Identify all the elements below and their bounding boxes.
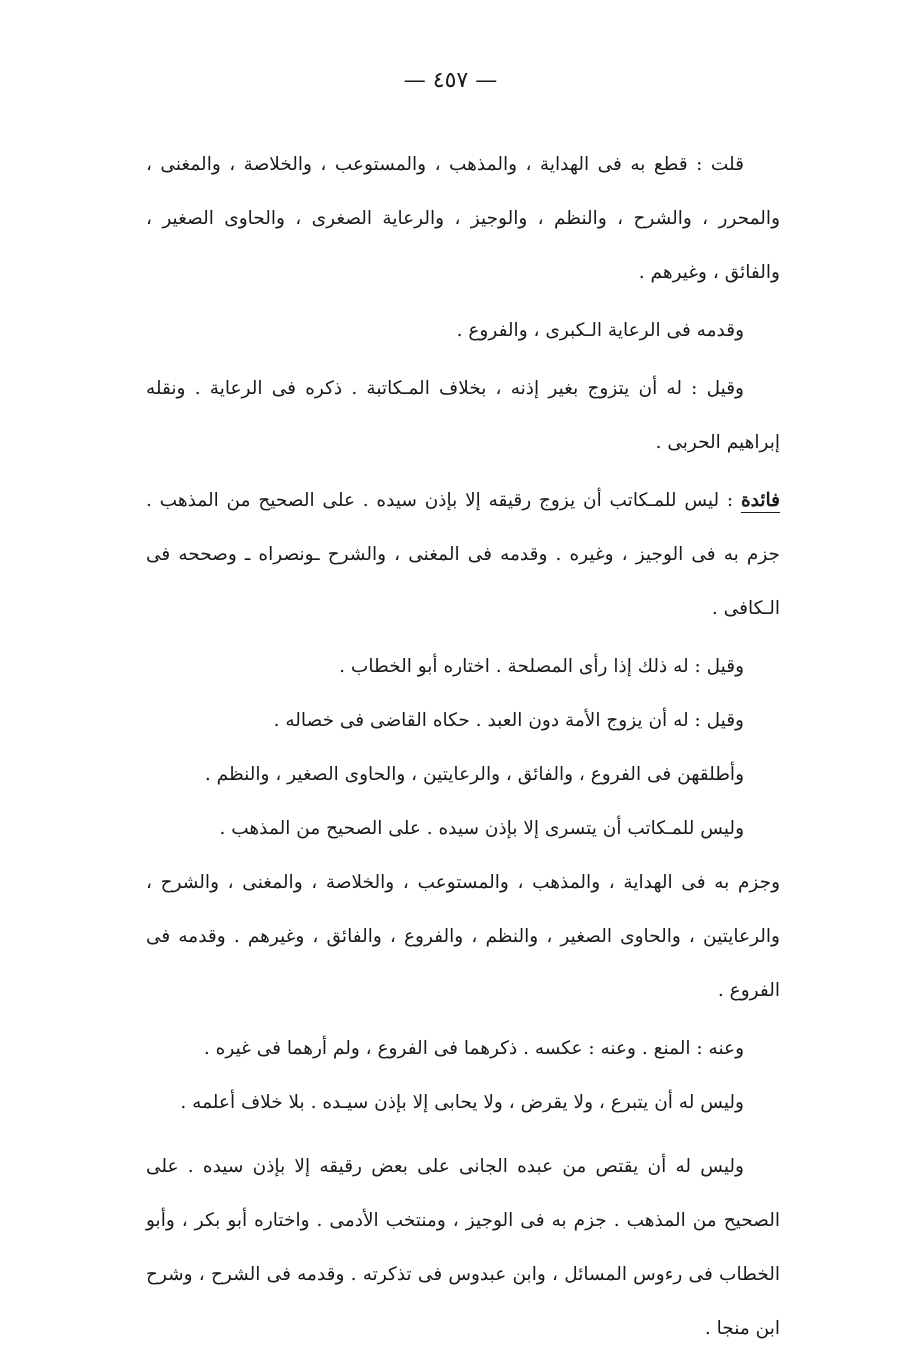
note-text: : ليس للمـكاتب أن يزوج رقيقه إلا بإذن سيده . على الصحيح من المذهب . جزم به فى الوجيز ، وغيره . وقدمه فى المغنى ، والشرح ـونصراه ـ وصححه فى الـكافى . bbox=[146, 490, 780, 619]
paragraph-2: وقدمه فى الرعاية الـكبرى ، والفروع . bbox=[456, 320, 744, 341]
paragraph-6: وقيل : له أن يزوج الأمة دون العبد . حكاه القاضى فى خصاله . bbox=[273, 710, 744, 731]
page-number: — ٤٥٧ — bbox=[403, 68, 498, 93]
paragraph-3: وقيل : له أن يتزوج بغير إذنه ، بخلاف المـكاتبة . ذكره فى الرعاية . ونقله إبراهيم الحربى . bbox=[146, 378, 780, 453]
paragraph-10: وعنه : المنع . وعنه : عكسه . ذكرهما فى الفروع ، ولم أرهما فى غيره . bbox=[203, 1038, 744, 1059]
paragraph-5: وقيل : له ذلك إذا رأى المصلحة . اختاره أبو الخطاب . bbox=[339, 656, 744, 677]
paragraph-7: وأطلقهن فى الفروع ، والفائق ، والرعايتين ، والحاوى الصغير ، والنظم . bbox=[204, 764, 744, 785]
paragraph-11: وليس له أن يتبرع ، ولا يقرض ، ولا يحابى إلا بإذن سيـده . بلا خلاف أعلمه . bbox=[180, 1092, 744, 1113]
paragraph-1: قلت : قطع به فى الهداية ، والمذهب ، والمستوعب ، والخلاصة ، والمغنى ، والمحرر ، والشرح ، والنظم ، والوجيز ، والرعاية الصغرى ، والحاوى الصغير ، والفائق ، وغيرهم . bbox=[146, 154, 780, 283]
paragraph-4 bbox=[146, 474, 780, 636]
paragraph-9: وجزم به فى الهداية ، والمذهب ، والمستوعب ، والخلاصة ، والمغنى ، والشرح ، والرعايتين ، والحاوى الصغير ، والنظم ، والفروع ، والفائق ، وغيرهم . وقدمه فى الفروع . bbox=[146, 872, 780, 1001]
paragraph-8: وليس للمـكاتب أن يتسرى إلا بإذن سيده . على الصحيح من المذهب . bbox=[219, 818, 744, 839]
note-heading: فائدة bbox=[740, 490, 780, 511]
page-body bbox=[146, 138, 780, 1356]
paragraph-12: وليس له أن يقتص من عبده الجانى على بعض رقيقه إلا بإذن سيده . على الصحيح من المذهب . جزم به فى الوجيز ، ومنتخب الأدمى . واختاره أبو بكر ، وأبو الخطاب فى رءوس المسائل ، وابن عبدوس فى تذكرته . وقدمه فى الشرح ، وشرح ابن منجا . bbox=[146, 1156, 780, 1339]
